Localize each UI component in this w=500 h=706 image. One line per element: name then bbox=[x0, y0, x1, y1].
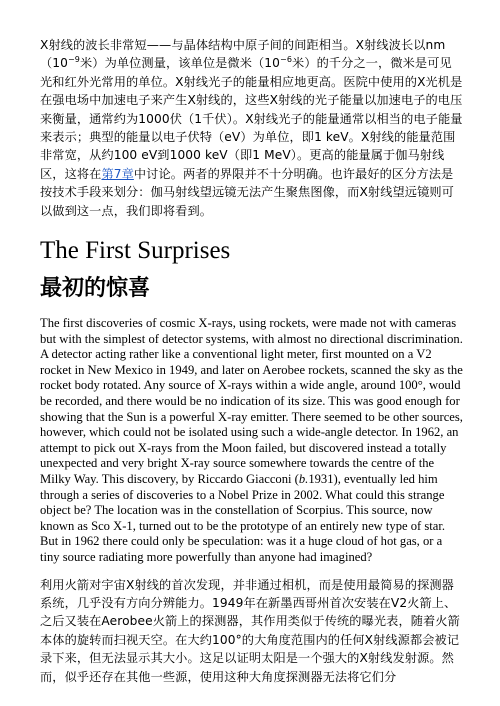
superscript-exponent: −9 bbox=[68, 55, 80, 65]
paragraph-en bbox=[40, 316, 464, 566]
text-run: 中讨论。两者的界限并不十分明确。也许最好的区分方法是按技术手段来划分：伽马射线望远镜无法产生聚焦图像，而X射线望远镜则可以做到这一点，我们即将看到。 bbox=[40, 166, 454, 218]
paragraph-zh-translation: 利用火箭对宇宙X射线的首次发现，并非通过相机，而是使用最简易的探测器系统，几乎没有方向分辨能力。1949年在新墨西哥州首次安装在V2火箭上、之后又装在Aerobee火箭上的探测器，其作用类似于传统的曝光表，随着火箭本体的旋转而扫视天空。在大约100°的大角度范围内的任何X射线源都会被记录下来，但无法显示其大小。这足以证明太阳是一个强大的X射线发射源。然而，似乎还存在其他一些源，使用这种大角度探测器无法将它们分 bbox=[40, 577, 460, 684]
text-run: The first discoveries of cosmic X-rays, using rockets, were made not with cameras but with the simplest of detector systems, with almost no directional discrimination. A detector acting rather like a conventional light meter, first mounted on a V2 rocket in New Mexico in 1949, and later on Aerobee rockets, scanned the sky as the rocket body rotated. Any source of X-rays within a wide angle, around 100°, would be recorded, and there would be no indication of its size. This was good enough for showing that the Sun is a powerful X-ray emitter. There seemed to be other sources, however, which could not be isolated using such a wide-angle detector. In 1962, an attempt to pick out X-rays from the Moon failed, but discovered instead a totally unexpected and very bright X-ray source somewhere towards the centre of the Milky Way. This discovery, by Riccardo Giacconi ( bbox=[40, 316, 463, 486]
text-run: 米）为单位测量，该单位是微米（10 bbox=[80, 56, 281, 71]
document-page bbox=[40, 36, 464, 686]
section-heading-zh: 最初的惊喜 bbox=[40, 276, 151, 302]
section-heading-en: The First Surprises bbox=[40, 237, 231, 265]
text-run: 米）的千分之一，微米是可见光和红外光常用的单位。X射线光子的能量相应地更高。医院中使用的X光机是在强电场中加速电子来产生X射线的，这些X射线的光子能量以加速电子的电压来衡量，通常约为1000伏（1千伏）。X射线光子的能量通常以相当的电子能量来表示；典型的能量以电子伏特（eV）为单位，即1 keV。X射线的能量范围非常宽，从约100 eV到1000 keV（即1 MeV）。更高的能量属于伽马射线区，这将在 bbox=[40, 56, 463, 181]
text-run: 1931), eventually led him through a series of discoveries to a Nobel Prize in 2002. What could this strange object be? The location was in the constellation of Scorpius. This source, now known as Sco X-1, turned out to be the prototype of an entirely new type of star. But in 1962 there could only be speculation: was it a huge cloud of hot gas, or a tiny source radiating more powerfully than anyone had imagined? bbox=[40, 472, 446, 564]
paragraph-zh-intro bbox=[40, 36, 464, 220]
text-run: X射线的波长非常短——与晶体结构中原子间的间距相当。X射线波长以nm（10 bbox=[40, 38, 446, 71]
italic-born-abbrev: b. bbox=[298, 472, 309, 486]
superscript-exponent: −6 bbox=[280, 55, 293, 65]
chapter-7-link[interactable]: 第7章 bbox=[101, 166, 134, 181]
